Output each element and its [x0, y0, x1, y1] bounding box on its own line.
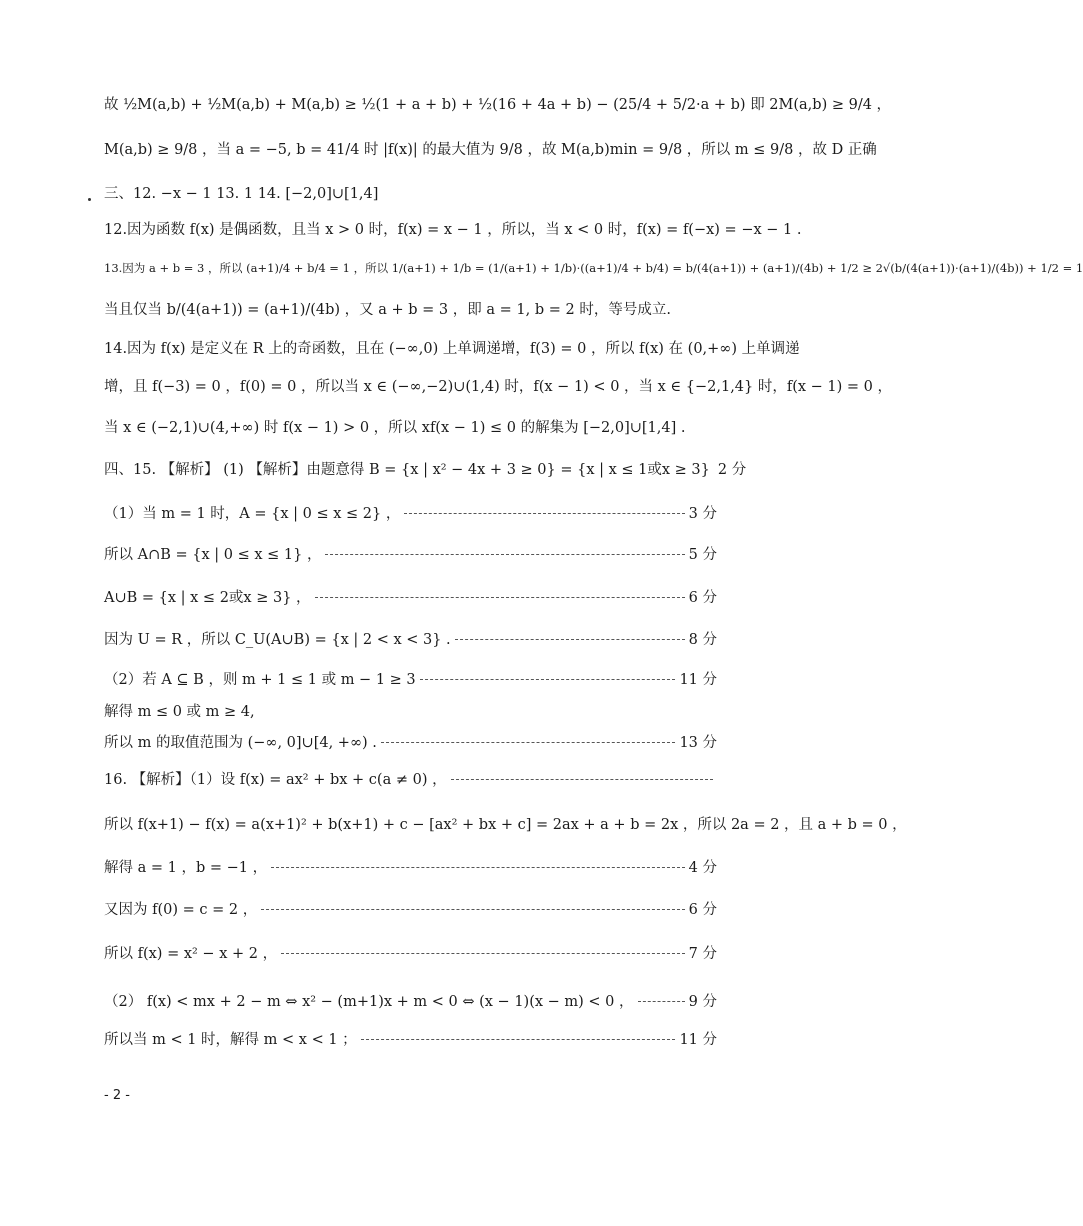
text-line: 解得 m ≤ 0 或 m ≥ 4,: [104, 704, 255, 720]
text-line: 14.因为 f(x) 是定义在 R 上的奇函数，且在 (−∞,0) 上单调递增，f(3) = 0 ，所以 f(x) 在 (0,+∞) 上单调递: [104, 341, 800, 357]
scored-line: （2） f(x) < mx + 2 − m ⇔ x² − (m+1)x + m < 0 ⇔ (x − 1)(x − m) < 0 ， 9 分: [104, 994, 717, 1010]
scored-line: （1）当 m = 1 时，A = {x | 0 ≤ x ≤ 2} ， 3 分: [104, 506, 717, 522]
text-line: 故 ½M(a,b) + ½M(a,b) + M(a,b) ≥ ½(1 + a + b) + ½(16 + 4a + b) − (25/4 + 5/2·a + b) 即 2M(a,b) ≥ 9/4 ，: [104, 97, 892, 113]
scored-line: 所以当 m < 1 时，解得 m < x < 1 ； 11 分: [104, 1032, 717, 1048]
scored-line: 16. 【解析】（1）设 f(x) = ax² + bx + c(a ≠ 0) ，: [104, 770, 717, 790]
scored-line: A∪B = {x | x ≤ 2或x ≥ 3} ， 6 分: [104, 590, 717, 606]
scored-line: 四、15. 【解析】 (1) 【解析】由题意得 B = {x | x² − 4x + 3 ≥ 0} = {x | x ≤ 1或x ≥ 3} 2 分: [104, 462, 747, 478]
scored-line: 解得 a = 1 ，b = −1 ， 4 分: [104, 860, 717, 876]
text-line: 所以 f(x+1) − f(x) = a(x+1)² + b(x+1) + c − [ax² + bx + c] = 2ax + a + b = 2x ，所以 2a = 2 ，且 a + b = 0 ，: [104, 817, 907, 833]
text-line: M(a,b) ≥ 9/8 ，当 a = −5, b = 41/4 时 |f(x)| 的最大值为 9/8 ，故 M(a,b)min = 9/8 ，所以 m ≤ 9/8 ，故 D 正确: [104, 142, 877, 158]
scored-line: 所以 m 的取值范围为 (−∞, 0]∪[4, +∞) . 13 分: [104, 735, 717, 751]
text-line: 13.因为 a + b = 3 ，所以 (a+1)/4 + b/4 = 1 ，所以 1/(a+1) + 1/b = (1/(a+1) + 1/b)·((a+1)/4 + b/4) = b/(4(a+1)) + (a+1)/(4b) + 1/2 ≥ 2√(b/(4(a+1))·(a+1)/(4b)) + 1/2 = 1: [104, 261, 1083, 275]
stray-dot: [88, 198, 91, 201]
text-line: 当且仅当 b/(4(a+1)) = (a+1)/(4b) ，又 a + b = 3 ，即 a = 1, b = 2 时，等号成立.: [104, 302, 671, 318]
scored-line: （2）若 A ⊆ B ，则 m + 1 ≤ 1 或 m − 1 ≥ 3 11 分: [104, 672, 717, 688]
scored-line: 因为 U = R ，所以 C_U(A∪B) = {x | 2 < x < 3} . 8 分: [104, 632, 717, 648]
text-line: 增，且 f(−3) = 0 ，f(0) = 0 ，所以当 x ∈ (−∞,−2)∪(1,4) 时，f(x − 1) < 0 ，当 x ∈ {−2,1,4} 时，f(x − 1) = 0 ，: [104, 379, 893, 395]
scored-line: 所以 A∩B = {x | 0 ≤ x ≤ 1} ， 5 分: [104, 547, 717, 563]
text-line: 12.因为函数 f(x) 是偶函数，且当 x > 0 时，f(x) = x − 1 ，所以，当 x < 0 时，f(x) = f(−x) = −x − 1 .: [104, 222, 802, 238]
scored-line: 所以 f(x) = x² − x + 2 ， 7 分: [104, 946, 717, 962]
text-line: 当 x ∈ (−2,1)∪(4,+∞) 时 f(x − 1) > 0 ，所以 xf(x − 1) ≤ 0 的解集为 [−2,0]∪[1,4] .: [104, 420, 686, 436]
page-number: - 2 -: [104, 1088, 130, 1103]
scored-line: 又因为 f(0) = c = 2 ， 6 分: [104, 902, 717, 918]
answers-line: 三、12. −x − 1 13. 1 14. [−2,0]∪[1,4]: [104, 186, 379, 202]
